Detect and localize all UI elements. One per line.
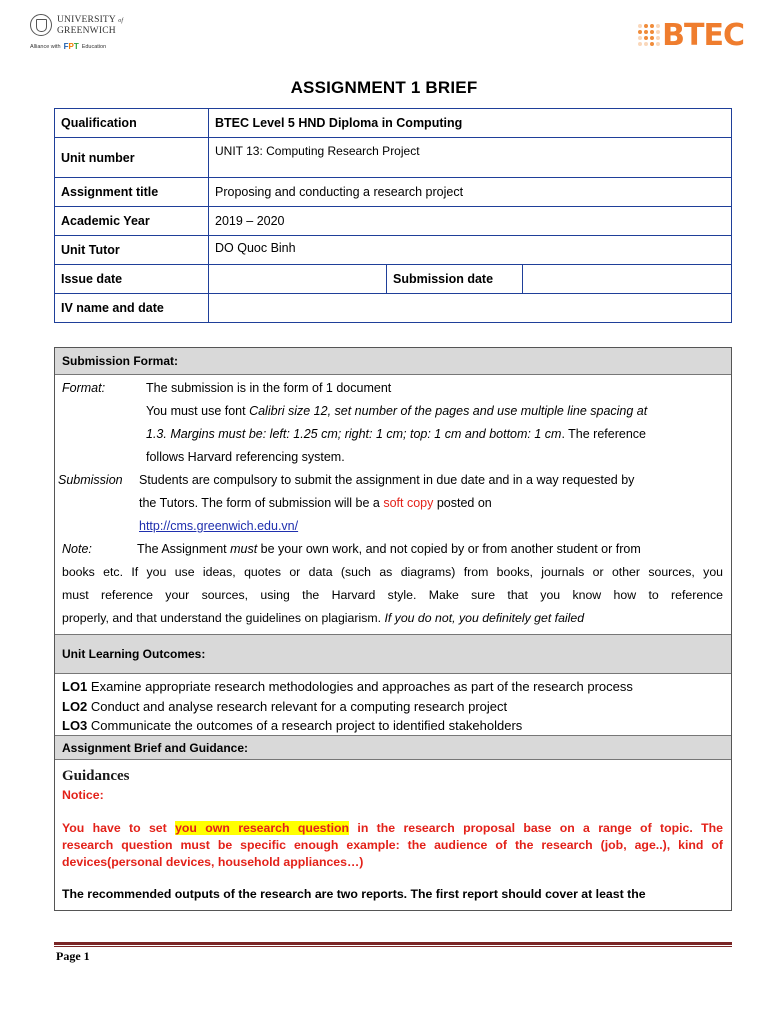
note-line-1: The Assignment must be your own work, and not copied by or from another student or from — [137, 542, 641, 556]
format-line-4: follows Harvard referencing system. — [146, 450, 345, 464]
academic-year-label: Academic Year — [55, 207, 209, 236]
cms-greenwich-link[interactable]: http://cms.greenwich.edu.vn/ — [139, 519, 299, 533]
learning-outcome-1: LO1 Examine appropriate research methodologies and approaches as part of the research process — [62, 679, 633, 694]
learning-outcome-2: LO2 Conduct and analyse research relevant for a computing research project — [62, 699, 508, 714]
issue-date-label: Issue date — [55, 265, 209, 294]
page-number: Page 1 — [56, 949, 90, 963]
alliance-with-fpt: Alliance with F P T Education — [30, 42, 107, 51]
submission-format-body — [55, 375, 731, 635]
page-title: ASSIGNMENT 1 BRIEF — [290, 78, 478, 97]
qualification-value: BTEC Level 5 HND Diploma in Computing — [209, 109, 732, 138]
iv-name-label: IV name and date — [55, 294, 209, 323]
format-label: Format: — [62, 381, 106, 395]
fpt-logo: F P T — [63, 42, 79, 51]
footer-divider-thin — [54, 946, 732, 947]
note-line-2: books etc. If you use ideas, quotes or data (such as diagrams) from books, journals or other sources, you — [62, 565, 723, 579]
academic-year-value: 2019 – 2020 — [209, 207, 732, 236]
iv-name-value — [209, 294, 732, 323]
learning-outcomes-body — [55, 674, 731, 736]
assignment-title-label: Assignment title — [55, 178, 209, 207]
table-row — [55, 138, 732, 178]
submission-date-value — [523, 265, 732, 294]
table-row — [55, 109, 732, 138]
format-line-3: 1.3. Margins must be: left: 1.25 cm; right: 1 cm; top: 1 cm and bottom: 1 cm. The reference — [146, 427, 646, 441]
assignment-title-value: Proposing and conducting a research project — [209, 178, 732, 207]
university-name: UNIVERSITY of GREENWICH — [57, 14, 124, 36]
notice-line-1: You have to set you own research question in the research proposal base on a range of topic. The — [62, 821, 723, 835]
note-line-3: must reference your sources, using the Harvard style. Make sure that you know how to reference — [62, 588, 723, 602]
btec-dots-icon — [638, 24, 660, 46]
note-label: Note: — [62, 542, 92, 556]
submission-date-label: Submission date — [387, 265, 523, 294]
university-crest-icon — [30, 14, 52, 36]
note-line-4: properly, and that understand the guidelines on plagiarism. If you do not, you definitely get failed — [62, 611, 585, 625]
unit-tutor-label: Unit Tutor — [55, 236, 209, 265]
assignment-brief-heading: Assignment Brief and Guidance: — [55, 736, 731, 760]
issue-date-value — [209, 265, 387, 294]
submission-details-box — [54, 347, 732, 911]
footer-divider — [54, 942, 732, 945]
guidances-title: Guidances — [62, 768, 130, 784]
unit-number-label: Unit number — [55, 138, 209, 178]
qualification-label: Qualification — [55, 109, 209, 138]
assignment-brief-body — [55, 760, 731, 910]
learning-outcome-3: LO3 Communicate the outcomes of a research project to identified stakeholders — [62, 718, 523, 733]
submission-label: Submission — [58, 473, 123, 487]
unit-tutor-value: DO Quoc Binh — [209, 236, 732, 265]
assignment-info-table — [54, 108, 732, 323]
format-line-1: The submission is in the form of 1 document — [146, 381, 392, 395]
university-of-greenwich-logo — [30, 14, 160, 62]
table-row — [55, 207, 732, 236]
format-line-2: You must use font Calibri size 12, set number of the pages and use multiple line spacing at — [146, 404, 648, 418]
table-row — [55, 265, 732, 294]
submission-format-heading: Submission Format: — [55, 348, 731, 375]
notice-line-2: research question must be specific enough example: the audience of the research (job, age..), kind of — [62, 838, 723, 852]
notice-line-3: devices(personal devices, household appliances…) — [62, 855, 364, 869]
learning-outcomes-heading: Unit Learning Outcomes: — [55, 635, 731, 674]
submission-line-2: the Tutors. The form of submission will be a soft copy posted on — [139, 496, 492, 510]
submission-line-1: Students are compulsory to submit the assignment in due date and in a way requested by — [139, 473, 635, 487]
table-row — [55, 236, 732, 265]
notice-label: Notice: — [62, 788, 104, 802]
btec-logo: BTEC — [614, 14, 744, 56]
outputs-line: The recommended outputs of the research are two reports. The first report should cover at least the — [62, 887, 646, 901]
unit-number-value: UNIT 13: Computing Research Project — [209, 138, 732, 178]
table-row — [55, 294, 732, 323]
table-row — [55, 178, 732, 207]
